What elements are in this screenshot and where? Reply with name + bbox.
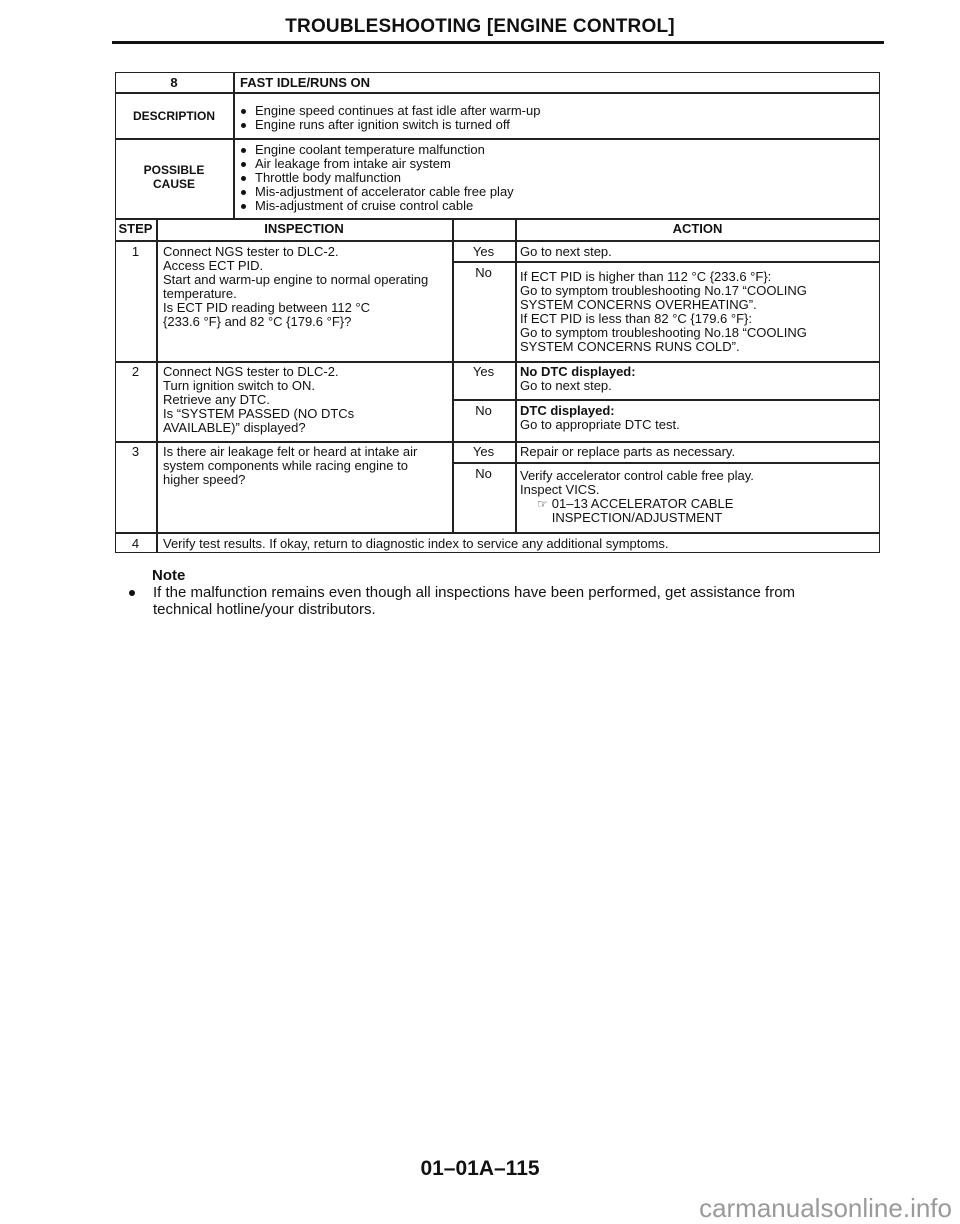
step-number: 2	[131, 364, 140, 379]
step-number: 3	[131, 444, 140, 459]
cause-item: Air leakage from intake air system	[238, 157, 868, 171]
yes-label: Yes	[472, 444, 495, 459]
step-action-no: If ECT PID is higher than 112 °C {233.6 °F}: Go to symptom troubleshooting No.17 “COOLING SYSTEM CONCERNS OVERHEATING”. If ECT PID is less than 82 °C {179.6 °F}: Go to symptom troubleshooting No.18 “COOLING SYSTEM CONCERNS RUNS COLD”.	[520, 269, 807, 354]
description-list	[238, 104, 868, 132]
step-action-no: Go to appropriate DTC test.	[520, 417, 680, 432]
step-action-yes: Repair or replace parts as necessary.	[520, 444, 736, 459]
table-rule	[115, 361, 880, 363]
column-header-inspection: INSPECTION	[264, 221, 344, 236]
step-action-yes: Go to next step.	[520, 244, 612, 259]
column-header-action: ACTION	[672, 221, 723, 236]
note-body	[128, 584, 848, 618]
step-inspection: Is there air leakage felt or heard at intake air system components while racing engine to higher speed?	[163, 444, 418, 487]
note-item: If the malfunction remains even though all inspections have been performed, get assistance from technical hotline/your distributors.	[128, 584, 848, 618]
reference-line	[537, 497, 877, 525]
header-rule	[112, 41, 884, 44]
step-inspection: Connect NGS tester to DLC-2. Access ECT PID. Start and warm-up engine to normal operating temperature. Is ECT PID reading between 112 °C {233.6 °F} and 82 °C {179.6 °F}?	[163, 244, 429, 329]
description-item: Engine speed continues at fast idle after warm-up	[238, 104, 868, 118]
step-number: 4	[131, 536, 140, 551]
step-action-no: Verify accelerator control cable free play. Inspect VICS.	[520, 468, 754, 497]
cause-item: Mis-adjustment of accelerator cable free play	[238, 185, 868, 199]
table-rule	[115, 92, 880, 94]
symptom-title: FAST IDLE/RUNS ON	[240, 75, 371, 90]
table-rule	[233, 72, 235, 218]
step-action-yes: Go to next step.	[520, 378, 612, 393]
cause-item: Throttle body malfunction	[238, 171, 868, 185]
possible-cause-label: POSSIBLE CAUSE	[143, 163, 205, 191]
description-item: Engine runs after ignition switch is turned off	[238, 118, 868, 132]
table-rule	[115, 240, 880, 242]
yes-label: Yes	[472, 244, 495, 259]
step-inspection: Verify test results. If okay, return to diagnostic index to service any additional symptoms.	[163, 536, 669, 551]
cause-item: Mis-adjustment of cruise control cable	[238, 199, 868, 213]
description-label: DESCRIPTION	[132, 109, 215, 123]
yes-label: Yes	[472, 364, 495, 379]
column-header-step: STEP	[118, 221, 153, 236]
step-action-reference: 01–13 ACCELERATOR CABLE INSPECTION/ADJUSTMENT	[551, 496, 734, 525]
no-label: No	[475, 265, 492, 280]
table-rule	[515, 218, 517, 532]
step-inspection: Connect NGS tester to DLC-2. Turn ignition switch to ON. Retrieve any DTC. Is “SYSTEM PASSED (NO DTCs AVAILABLE)” displayed?	[163, 364, 355, 435]
cause-item: Engine coolant temperature malfunction	[238, 143, 868, 157]
step-number: 1	[131, 244, 140, 259]
no-label: No	[475, 403, 492, 418]
symptom-number: 8	[170, 75, 178, 90]
watermark: carmanualsonline.info	[699, 1193, 952, 1223]
table-rule	[115, 218, 880, 220]
no-label: No	[475, 466, 492, 481]
page-number: 01–01A–115	[420, 1157, 540, 1180]
step-action-no-title: DTC displayed:	[520, 403, 615, 418]
table-rule	[115, 138, 880, 140]
page-reference-icon: ☞	[537, 497, 548, 511]
table-rule	[115, 532, 880, 534]
page-title: TROUBLESHOOTING [ENGINE CONTROL]	[285, 16, 675, 37]
table-rule	[115, 441, 880, 443]
table-rule	[156, 218, 158, 553]
step-action-yes-title: No DTC displayed:	[520, 364, 636, 379]
note-title: Note	[152, 567, 186, 584]
cause-list	[238, 143, 868, 213]
